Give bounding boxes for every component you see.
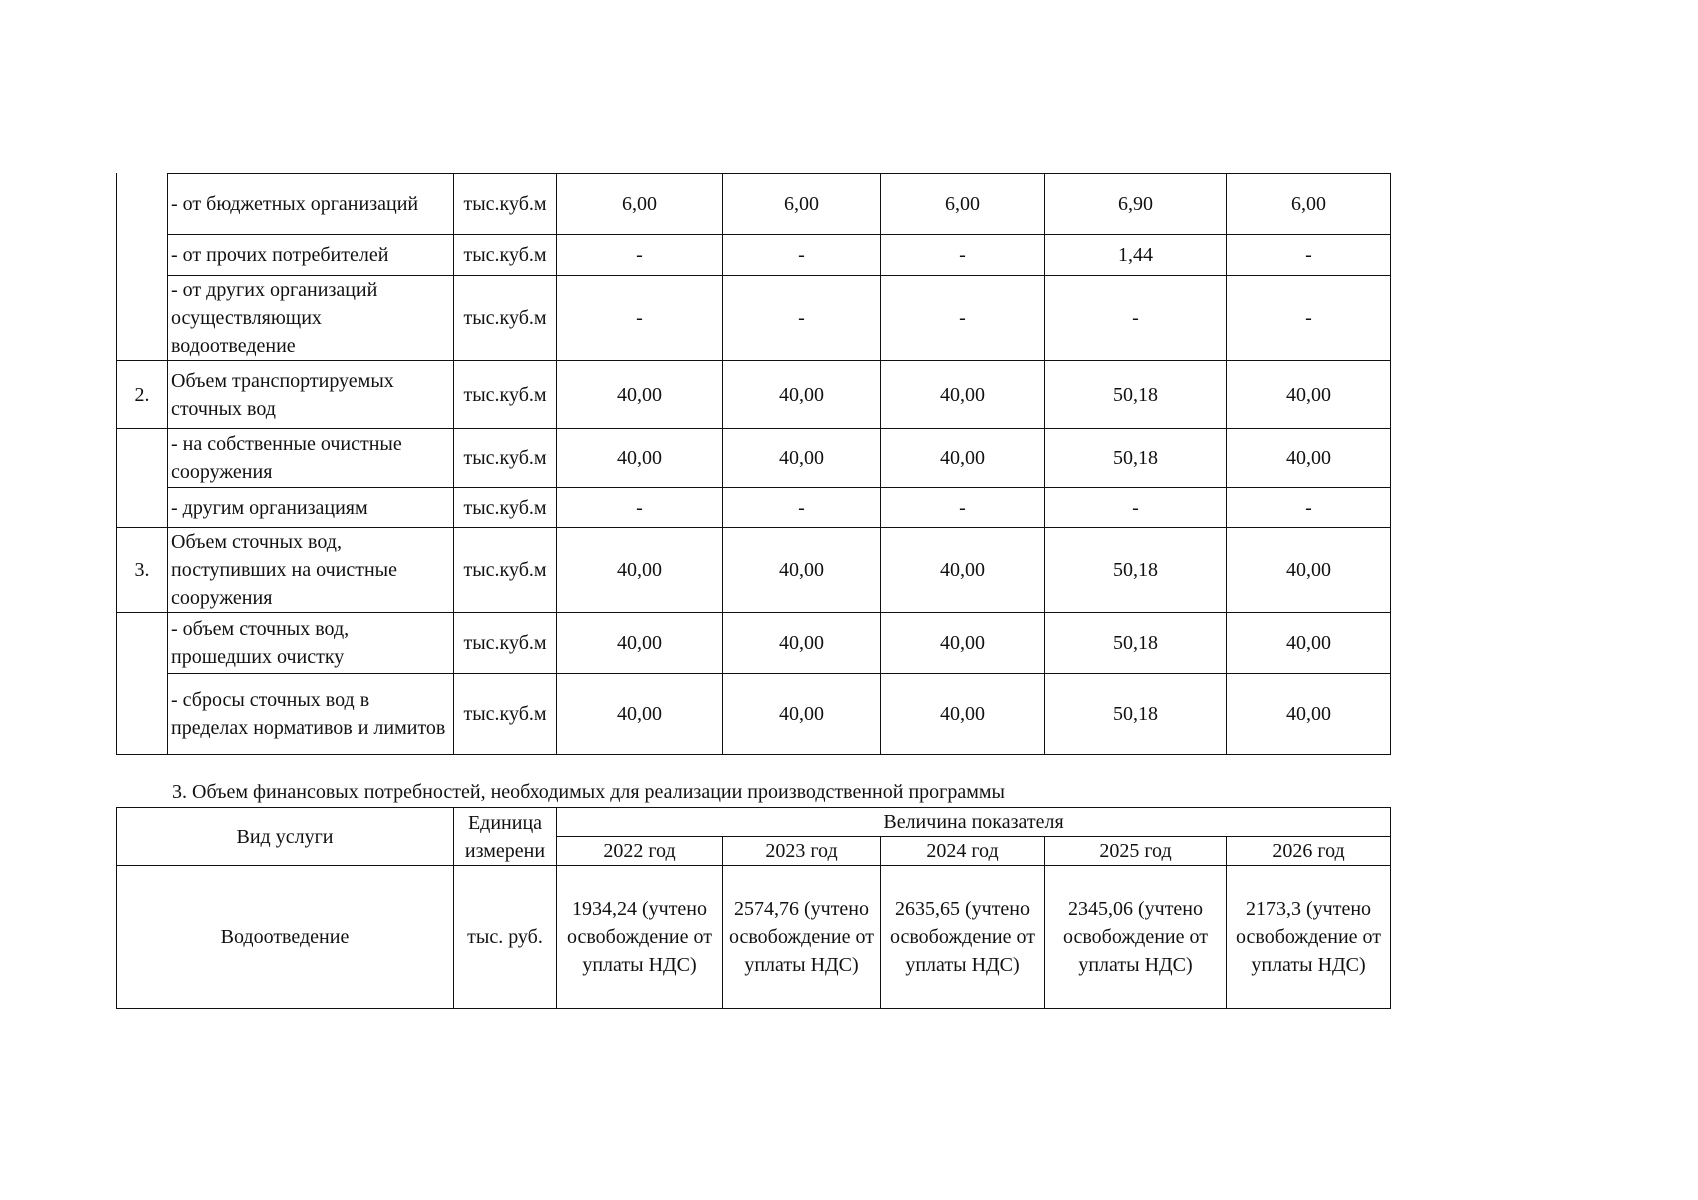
value-2023: - bbox=[723, 488, 881, 528]
unit-cell: тыс.куб.м bbox=[454, 488, 557, 528]
value-2025: 50,18 bbox=[1045, 528, 1227, 613]
row-number: 2. bbox=[117, 361, 168, 429]
value-2026: - bbox=[1227, 235, 1391, 276]
table-row bbox=[117, 674, 1391, 755]
table-row bbox=[117, 276, 1391, 361]
finance-table bbox=[116, 807, 1391, 1009]
table-row bbox=[117, 174, 1391, 235]
unit-cell: тыс.куб.м bbox=[454, 174, 557, 235]
year-header-2025: 2025 год bbox=[1045, 837, 1227, 866]
value-2024: - bbox=[881, 276, 1045, 361]
service-type-header: Вид услуги bbox=[117, 808, 454, 866]
row-number bbox=[117, 276, 168, 361]
indicator-name: Объем сточных вод, поступивших на очистные сооружения bbox=[168, 528, 454, 613]
indicator-name: - от других организаций осуществляющих водоотведение bbox=[168, 276, 454, 361]
value-2023: 40,00 bbox=[723, 528, 881, 613]
finance-value-2022: 1934,24 (учтено освобождение от уплаты НДС) bbox=[557, 866, 723, 1009]
value-2022: - bbox=[557, 235, 723, 276]
unit-cell: тыс.куб.м bbox=[454, 674, 557, 755]
unit-cell: тыс. руб. bbox=[454, 866, 557, 1009]
table-row bbox=[117, 528, 1391, 613]
value-2022: - bbox=[557, 276, 723, 361]
row-number: 3. bbox=[117, 528, 168, 613]
value-2022: 6,00 bbox=[557, 174, 723, 235]
value-2026: 40,00 bbox=[1227, 674, 1391, 755]
finance-value-2023: 2574,76 (учтено освобождение от уплаты НДС) bbox=[723, 866, 881, 1009]
value-2025: 50,18 bbox=[1045, 429, 1227, 488]
table-row bbox=[117, 235, 1391, 276]
finance-section-caption: 3. Объем финансовых потребностей, необходимых для реализации производственной программы bbox=[172, 781, 1005, 803]
value-2022: 40,00 bbox=[557, 361, 723, 429]
value-2026: 40,00 bbox=[1227, 361, 1391, 429]
table-row bbox=[117, 361, 1391, 429]
value-2023: 6,00 bbox=[723, 174, 881, 235]
indicator-name: - от прочих потребителей bbox=[168, 235, 454, 276]
value-2026: - bbox=[1227, 488, 1391, 528]
unit-cell: тыс.куб.м bbox=[454, 235, 557, 276]
value-2024: 40,00 bbox=[881, 674, 1045, 755]
value-2026: - bbox=[1227, 276, 1391, 361]
value-2025: - bbox=[1045, 276, 1227, 361]
finance-value-2026: 2173,3 (учтено освобождение от уплаты НДС) bbox=[1227, 866, 1391, 1009]
value-2023: 40,00 bbox=[723, 429, 881, 488]
indicator-name: Объем транспортируемых сточных вод bbox=[168, 361, 454, 429]
value-2024: 40,00 bbox=[881, 429, 1045, 488]
value-2025: 50,18 bbox=[1045, 674, 1227, 755]
indicator-name: - от бюджетных организаций bbox=[168, 174, 454, 235]
table-row bbox=[117, 613, 1391, 674]
indicator-name: - на собственные очистные сооружения bbox=[168, 429, 454, 488]
value-2022: - bbox=[557, 488, 723, 528]
value-2024: - bbox=[881, 235, 1045, 276]
year-header-2024: 2024 год bbox=[881, 837, 1045, 866]
unit-cell: тыс.куб.м bbox=[454, 528, 557, 613]
value-2026: 40,00 bbox=[1227, 528, 1391, 613]
service-name: Водоотведение bbox=[117, 866, 454, 1009]
value-2023: 40,00 bbox=[723, 674, 881, 755]
indicator-name: - сбросы сточных вод в пределах нормативов и лимитов bbox=[168, 674, 454, 755]
indicator-name: - другим организациям bbox=[168, 488, 454, 528]
value-2023: 40,00 bbox=[723, 361, 881, 429]
indicator-name: - объем сточных вод, прошедших очистку bbox=[168, 613, 454, 674]
finance-header-row bbox=[117, 808, 1391, 837]
value-2026: 40,00 bbox=[1227, 429, 1391, 488]
row-number bbox=[117, 613, 168, 674]
finance-value-2025: 2345,06 (учтено освобождение от уплаты НДС) bbox=[1045, 866, 1227, 1009]
value-2023: - bbox=[723, 276, 881, 361]
value-2022: 40,00 bbox=[557, 528, 723, 613]
value-2024: 40,00 bbox=[881, 613, 1045, 674]
row-number bbox=[117, 488, 168, 528]
value-2024: 6,00 bbox=[881, 174, 1045, 235]
value-group-header: Величина показателя bbox=[557, 808, 1391, 837]
value-2022: 40,00 bbox=[557, 429, 723, 488]
unit-cell: тыс.куб.м bbox=[454, 276, 557, 361]
row-number bbox=[117, 674, 168, 755]
row-number bbox=[117, 174, 168, 235]
value-2025: - bbox=[1045, 488, 1227, 528]
year-header-2026: 2026 год bbox=[1227, 837, 1391, 866]
unit-cell: тыс.куб.м bbox=[454, 429, 557, 488]
value-2026: 40,00 bbox=[1227, 613, 1391, 674]
unit-cell: тыс.куб.м bbox=[454, 361, 557, 429]
value-2025: 50,18 bbox=[1045, 361, 1227, 429]
value-2025: 6,90 bbox=[1045, 174, 1227, 235]
value-2023: 40,00 bbox=[723, 613, 881, 674]
value-2025: 50,18 bbox=[1045, 613, 1227, 674]
value-2025: 1,44 bbox=[1045, 235, 1227, 276]
finance-value-2024: 2635,65 (учтено освобождение от уплаты НДС) bbox=[881, 866, 1045, 1009]
value-2024: 40,00 bbox=[881, 361, 1045, 429]
unit-cell: тыс.куб.м bbox=[454, 613, 557, 674]
unit-header: Единица измерени bbox=[454, 808, 557, 866]
volume-table bbox=[116, 173, 1391, 755]
table-row bbox=[117, 429, 1391, 488]
table-row bbox=[117, 488, 1391, 528]
row-number bbox=[117, 429, 168, 488]
year-header-2023: 2023 год bbox=[723, 837, 881, 866]
year-header-2022: 2022 год bbox=[557, 837, 723, 866]
value-2022: 40,00 bbox=[557, 613, 723, 674]
table-row bbox=[117, 866, 1391, 1009]
value-2022: 40,00 bbox=[557, 674, 723, 755]
value-2026: 6,00 bbox=[1227, 174, 1391, 235]
value-2023: - bbox=[723, 235, 881, 276]
value-2024: - bbox=[881, 488, 1045, 528]
row-number bbox=[117, 235, 168, 276]
value-2024: 40,00 bbox=[881, 528, 1045, 613]
